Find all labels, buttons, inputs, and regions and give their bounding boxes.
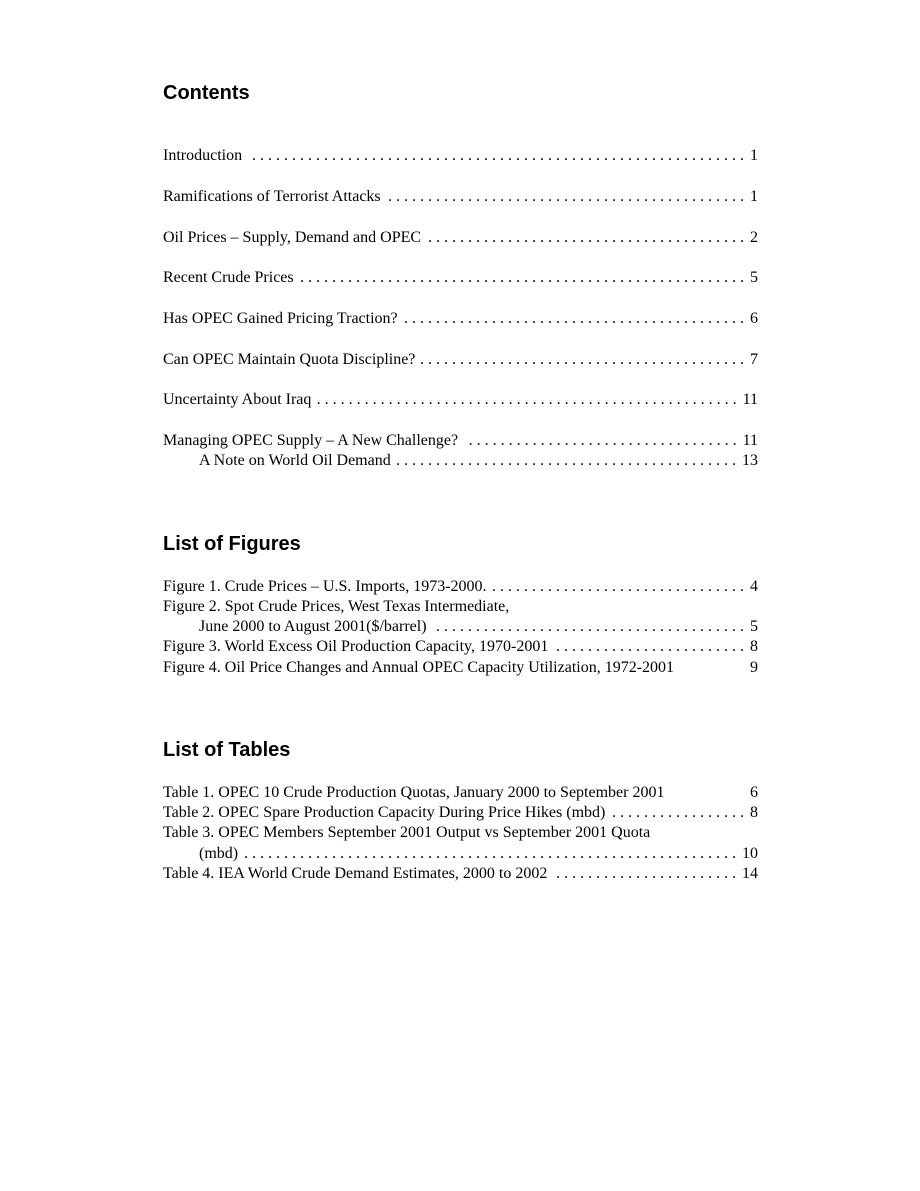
toc-entry-label: Uncertainty About Iraq	[163, 391, 312, 408]
toc-entry-managing-supply[interactable]	[163, 431, 758, 451]
toc-entry-page: 6	[750, 310, 758, 327]
figure-entry-4[interactable]	[163, 658, 758, 678]
table-entry-label: Table 1. OPEC 10 Crude Production Quotas, January 2000 to September 2001	[163, 784, 665, 801]
toc-entry-page: 1	[750, 188, 758, 205]
toc-entry-page: 5	[750, 269, 758, 286]
toc-entry-pricing-traction[interactable]	[163, 309, 758, 329]
toc-entry-label: Oil Prices – Supply, Demand and OPEC	[163, 229, 422, 246]
tables-heading: List of Tables	[163, 739, 291, 761]
dot-leader	[387, 187, 744, 207]
table-entry-1[interactable]	[163, 783, 758, 803]
toc-entry-recent-crude-prices[interactable]	[163, 268, 758, 288]
toc-entry-label: Introduction	[163, 147, 243, 164]
figure-entry-label: Figure 3. World Excess Oil Production Capacity, 1970-2001	[163, 638, 549, 655]
toc-entry-oil-prices[interactable]	[163, 228, 758, 248]
table-entry-page: 6	[750, 784, 758, 801]
toc-entry-label: Managing OPEC Supply – A New Challenge?	[163, 432, 459, 449]
table-entry-label: Table 2. OPEC Spare Production Capacity During Price Hikes (mbd)	[163, 804, 606, 821]
figure-entry-2-line-1[interactable]: Figure 2. Spot Crude Prices, West Texas Intermediate,	[163, 598, 510, 615]
figure-entry-page: 8	[750, 638, 758, 655]
toc-entry-iraq[interactable]	[163, 390, 758, 410]
dot-leader	[493, 577, 744, 597]
dot-leader	[244, 844, 736, 864]
dot-leader	[433, 617, 744, 637]
dot-leader	[248, 146, 744, 166]
dot-leader	[464, 431, 737, 451]
dot-leader	[397, 451, 736, 471]
dot-leader	[300, 268, 744, 288]
dot-leader	[404, 309, 744, 329]
figure-entry-3[interactable]	[163, 637, 758, 657]
toc-entry-label: A Note on World Oil Demand	[199, 452, 391, 469]
table-entry-3[interactable]	[163, 844, 758, 864]
toc-entry-page: 11	[742, 391, 758, 408]
table-entry-2[interactable]	[163, 803, 758, 823]
toc-entry-label: Can OPEC Maintain Quota Discipline?	[163, 351, 416, 368]
figure-entry-2[interactable]	[163, 617, 758, 637]
figure-entry-label: Figure 4. Oil Price Changes and Annual OPEC Capacity Utilization, 1972-2001	[163, 659, 675, 676]
toc-entry-label: Recent Crude Prices	[163, 269, 294, 286]
figure-entry-page: 5	[750, 618, 758, 635]
figure-entry-page: 4	[750, 578, 758, 595]
figures-heading: List of Figures	[163, 533, 301, 555]
dot-leader	[554, 637, 744, 657]
toc-entry-introduction[interactable]	[163, 146, 758, 166]
figure-entry-1[interactable]	[163, 577, 758, 597]
dot-leader	[427, 228, 744, 248]
toc-entry-quota-discipline[interactable]	[163, 350, 758, 370]
table-entry-page: 14	[742, 865, 758, 882]
toc-entry-page: 13	[742, 452, 758, 469]
figure-entry-page: 9	[750, 659, 758, 676]
toc-entry-page: 2	[750, 229, 758, 246]
toc-entry-page: 11	[742, 432, 758, 449]
table-entry-page: 10	[742, 845, 758, 862]
toc-entry-ramifications[interactable]	[163, 187, 758, 207]
dot-leader	[553, 864, 736, 884]
toc-entry-page: 7	[750, 351, 758, 368]
table-entry-label: Table 4. IEA World Crude Demand Estimates, 2000 to 2002	[163, 865, 548, 882]
dot-leader	[611, 803, 744, 823]
figure-entry-label: June 2000 to August 2001($/barrel)	[199, 618, 427, 635]
toc-entry-oil-demand[interactable]	[163, 451, 758, 471]
dot-leader	[421, 350, 744, 370]
contents-heading: Contents	[163, 82, 250, 104]
toc-entry-label: Ramifications of Terrorist Attacks	[163, 188, 381, 205]
table-entry-label: (mbd)	[199, 845, 239, 862]
toc-entry-label: Has OPEC Gained Pricing Traction?	[163, 310, 398, 327]
figure-entry-label: Figure 1. Crude Prices – U.S. Imports, 1973-2000.	[163, 578, 487, 595]
table-entry-page: 8	[750, 804, 758, 821]
table-entry-4[interactable]	[163, 864, 758, 884]
table-entry-3-line-1[interactable]: Table 3. OPEC Members September 2001 Output vs September 2001 Quota	[163, 824, 651, 841]
dot-leader	[317, 390, 736, 410]
toc-entry-page: 1	[750, 147, 758, 164]
